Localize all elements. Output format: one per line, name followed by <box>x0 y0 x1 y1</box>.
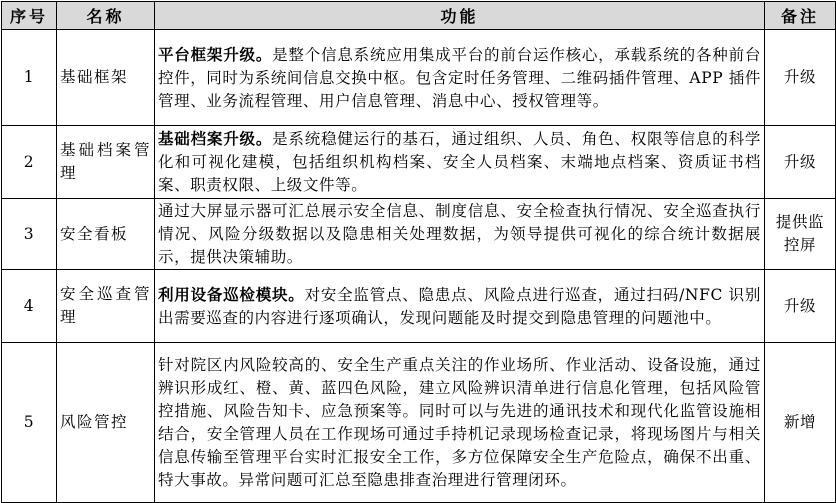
header-note: 备注 <box>765 2 836 30</box>
row-name: 安全看板 <box>57 199 155 270</box>
row-name: 安全巡查管理 <box>57 270 155 343</box>
function-text: 针对院区内风险较高的、安全生产重点关注的作业场所、作业活动、设备设施，通过辨识形成红、橙、黄、蓝四色风险，建立风险辨识清单进行信息化管理，包括风险管控措施、风险告知卡、应急预案等。同时可以与先进的通讯技术和现代化监管设施相结合，安全管理人员在工作现场可通过手持机记录现场检查记录，将现场图片与相关信息传输至管理平台实时汇报安全工作，多方位保障安全生产危险点，确保不出重、特大事故。异常问题可汇总至隐患排查治理进行管理闭环。 <box>158 356 761 489</box>
row-no: 4 <box>2 270 57 343</box>
header-no: 序号 <box>2 2 57 30</box>
row-no: 5 <box>2 343 57 503</box>
row-function <box>155 126 765 199</box>
header-function: 功能 <box>155 2 765 30</box>
function-text: 是系统稳健运行的基石，通过组织、人员、角色、权限等信息的科学化和可视化建模，包括组织机构档案、安全人员档案、末端地点档案、资质证书档案、职责权限、上级文件等。 <box>158 130 761 194</box>
function-text: 通过大屏显示器可汇总展示安全信息、制度信息、安全检查执行情况、安全巡查执行情况、风险分级数据以及隐患相关处理数据，为领导提供可视化的综合统计数据展示，提供决策辅助。 <box>158 202 761 266</box>
row-name: 风险管控 <box>57 343 155 503</box>
table-row <box>2 126 836 199</box>
row-note: 提供监控屏 <box>765 199 836 270</box>
function-text: 对安全监管点、隐患点、风险点进行巡查，通过扫码/NFC 识别出需要巡查的内容进行逐项确认，发现问题能及时提交到隐患管理的问题池中。 <box>158 285 761 327</box>
row-function <box>155 30 765 126</box>
header-name: 名称 <box>57 2 155 30</box>
function-highlight: 利用设备巡检模块。 <box>158 284 305 304</box>
function-table <box>1 1 836 503</box>
row-note: 新增 <box>765 343 836 503</box>
row-function <box>155 199 765 270</box>
row-note: 升级 <box>765 30 836 126</box>
row-no: 3 <box>2 199 57 270</box>
table-row <box>2 199 836 270</box>
row-name: 基础框架 <box>57 30 155 126</box>
table-row <box>2 343 836 503</box>
row-no: 1 <box>2 30 57 126</box>
row-function <box>155 343 765 503</box>
row-no: 2 <box>2 126 57 199</box>
row-note: 升级 <box>765 270 836 343</box>
table-row <box>2 270 836 343</box>
function-highlight: 基础档案升级。 <box>158 129 273 148</box>
table-row <box>2 30 836 126</box>
row-note: 升级 <box>765 126 836 199</box>
row-function <box>155 270 765 343</box>
function-highlight: 平台框架升级。 <box>158 44 273 64</box>
table-header-row <box>2 2 836 30</box>
row-name: 基础档案管理 <box>57 126 155 199</box>
function-text: 是整个信息系统应用集成平台的前台运作核心，承载系统的各种前台控件，同时为系统间信息交换中枢。包含定时任务管理、二维码插件管理、APP 插件管理、业务流程管理、用户信息管理、消息中心、授权管理等。 <box>158 45 761 110</box>
